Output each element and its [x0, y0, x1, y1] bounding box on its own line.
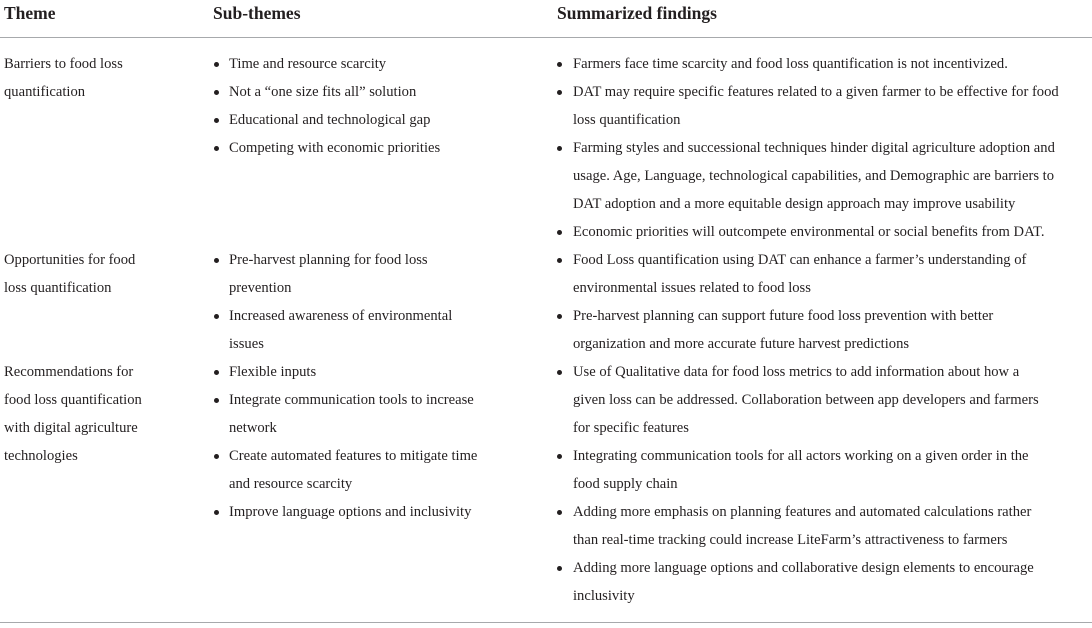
text-line: issues [229, 336, 264, 352]
table-header [0, 0, 1092, 38]
table-bottom-rule [0, 622, 1092, 623]
text-line: Improve language options and inclusivity [229, 504, 472, 520]
text-line: loss quantification [4, 280, 112, 296]
text-line: quantification [4, 84, 86, 100]
text-line: Pre-harvest planning for food loss [229, 252, 428, 268]
text-line: Economic priorities will outcompete environmental or social benefits from DAT. [573, 224, 1045, 240]
text-line: environmental issues related to food loss [573, 280, 811, 296]
text-line: Integrate communication tools to increase [229, 392, 474, 408]
finding-item [557, 218, 1088, 246]
text-line: Food Loss quantification using DAT can enhance a farmer’s understanding of [573, 252, 1027, 268]
finding-item [557, 134, 1088, 218]
text-line: for specific features [573, 420, 689, 436]
finding-item [557, 498, 1088, 554]
text-line: DAT adoption and a more equitable design approach may improve usability [573, 196, 1016, 212]
finding-item [557, 302, 1088, 358]
text-line: than real-time tracking could increase LiteFarm’s attractiveness to farmers [573, 532, 1008, 548]
text-line: Flexible inputs [229, 364, 317, 380]
findings-list [557, 50, 1088, 246]
text-line: prevention [229, 280, 292, 296]
text-line: Educational and technological gap [229, 112, 431, 128]
subtheme-item [214, 442, 514, 498]
text-line: Adding more language options and collaborative design elements to encourage [573, 560, 1034, 576]
text-line: usage. Age, Language, technological capabilities, and Demographic are barriers to [573, 168, 1054, 184]
subtheme-item [214, 134, 514, 162]
theme-cell [4, 358, 199, 470]
header-findings: Summarized findings [557, 3, 717, 23]
subtheme-item [214, 358, 514, 386]
subtheme-item [214, 498, 514, 526]
subtheme-item [214, 106, 514, 134]
text-line: Increased awareness of environmental [229, 308, 453, 324]
text-line: Create automated features to mitigate time [229, 448, 478, 464]
subthemes-list [214, 358, 514, 526]
finding-item [557, 358, 1088, 442]
findings-list [557, 358, 1088, 610]
subthemes-list [214, 50, 514, 162]
text-line: Pre-harvest planning can support future food loss prevention with better [573, 308, 994, 324]
text-line: food supply chain [573, 476, 678, 492]
subtheme-item [214, 302, 514, 358]
finding-item [557, 554, 1088, 610]
subthemes-list [214, 246, 514, 358]
text-line: given loss can be addressed. Collaboration between app developers and farmers [573, 392, 1039, 408]
text-line: Competing with economic priorities [229, 140, 441, 156]
header-subthemes: Sub-themes [213, 3, 301, 23]
text-line: Adding more emphasis on planning features and automated calculations rather [573, 504, 1032, 520]
text-line: with digital agriculture [4, 420, 138, 436]
finding-item [557, 50, 1088, 78]
subtheme-item [214, 78, 514, 106]
finding-item [557, 442, 1088, 498]
text-line: Not a “one size fits all” solution [229, 84, 417, 100]
finding-item [557, 246, 1088, 302]
subtheme-item [214, 386, 514, 442]
theme-cell [4, 50, 199, 106]
header-theme: Theme [4, 3, 56, 23]
text-line: Farmers face time scarcity and food loss quantification is not incentivized. [573, 56, 1008, 72]
subtheme-item [214, 50, 514, 78]
text-line: food loss quantification [4, 392, 142, 408]
text-line: and resource scarcity [229, 476, 353, 492]
text-line: inclusivity [573, 588, 635, 604]
text-line: Use of Qualitative data for food loss metrics to add information about how a [573, 364, 1020, 380]
theme-cell [4, 246, 199, 302]
text-line: Recommendations for [4, 364, 134, 380]
text-line: loss quantification [573, 112, 681, 128]
text-line: Integrating communication tools for all actors working on a given order in the [573, 448, 1029, 464]
findings-list [557, 246, 1088, 358]
text-line: network [229, 420, 277, 436]
text-line: Farming styles and successional techniques hinder digital agriculture adoption and [573, 140, 1055, 156]
subtheme-item [214, 246, 514, 302]
finding-item [557, 78, 1088, 134]
text-line: organization and more accurate future harvest predictions [573, 336, 910, 352]
text-line: Time and resource scarcity [229, 56, 387, 72]
text-line: Barriers to food loss [4, 56, 123, 72]
text-line: DAT may require specific features related to a given farmer to be effective for food [573, 84, 1059, 100]
text-line: Opportunities for food [4, 252, 136, 268]
text-line: technologies [4, 448, 78, 464]
